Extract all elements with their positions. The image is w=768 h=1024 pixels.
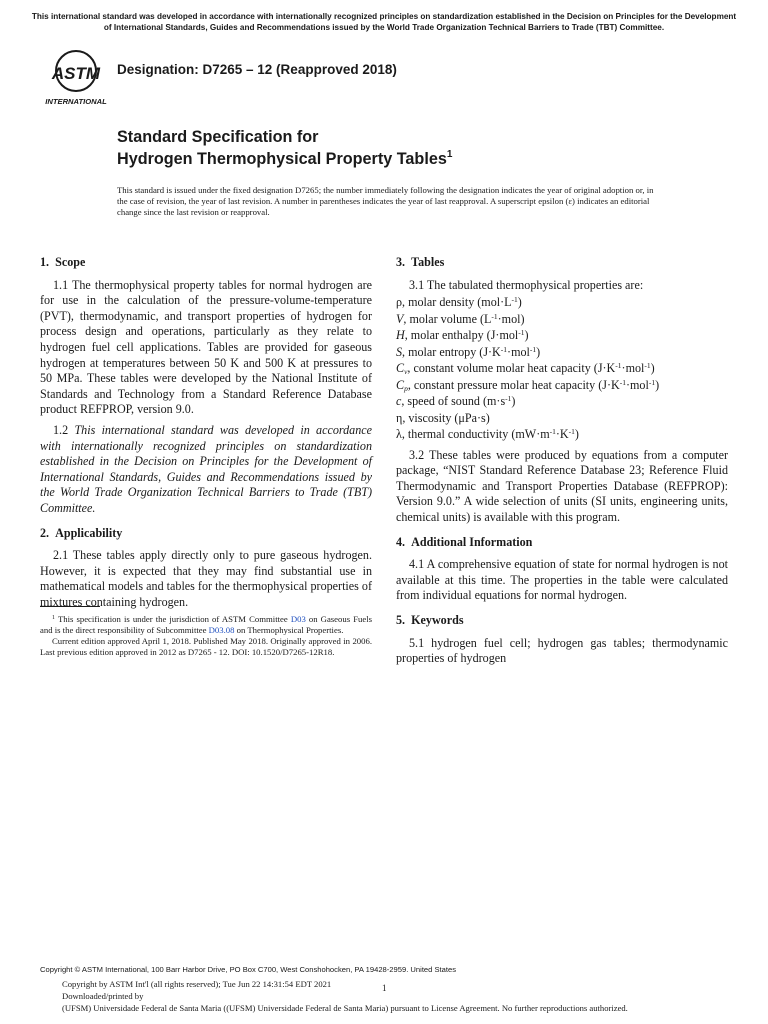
footnote-text-b: on Gaseous Fuels and is the direct responsibility of Subcommittee <box>40 614 373 635</box>
title-line-2 <box>117 148 452 170</box>
applicability-heading: 2. Applicability <box>40 525 123 540</box>
tables-para-3-1: 3.1 The tabulated thermophysical properties are: <box>409 277 644 292</box>
title-line-2-text: Hydrogen Thermophysical Property Tables <box>117 150 447 168</box>
right-column <box>396 255 728 672</box>
additional-info-para-4-1: 4.1 A comprehensive equation of state for normal hydrogen is not available at this time. The properties in the table were calculated from individual equations for normal hydrogen. <box>396 557 728 603</box>
property-eta: η, viscosity (μPa·s) <box>396 410 490 425</box>
property-s: S, molar entropy $(J\cdot K^{-1}\cdot mol^{-1})$ <box>396 344 541 359</box>
page-number: 1 <box>382 983 387 993</box>
footnote-mark: 1 <box>52 615 55 621</box>
committee-d03-link[interactable]: D03 <box>290 614 306 624</box>
scope-heading: 1. Scope <box>40 255 86 269</box>
footnote <box>40 614 372 658</box>
footnote-text-c: on Thermophysical Properties. <box>236 625 344 635</box>
scope-para-1-2-num: 1.2 <box>53 422 69 437</box>
keywords-para-5-1: 5.1 hydrogen fuel cell; hydrogen gas tables; thermodynamic properties of hydrogen <box>396 635 728 666</box>
footnote-text-a: This specification is under the jurisdiction of ASTM Committee <box>57 614 288 624</box>
license-statement <box>62 978 752 1014</box>
property-c: c, speed of sound $(m\cdot s^{-1})$ <box>396 394 516 409</box>
logo-subtext: INTERNATIONAL <box>45 97 107 106</box>
designation: Designation: D7265 – 12 (Reapproved 2018) <box>117 62 397 77</box>
logo-text: ASTM <box>51 64 101 83</box>
tables-heading: 3. Tables <box>396 255 445 269</box>
property-cp: $C_p$, constant pressure molar heat capacity $(J\cdot K^{-1}\cdot mol^{-1})$ <box>396 377 660 393</box>
astm-logo <box>42 48 110 108</box>
scope-para-1-2 <box>40 423 372 517</box>
scope-para-1-1: 1.1 The thermophysical property tables for normal hydrogen are for use in the calculation of the pressure-volume-temperature (PVT), thermodynamic, and transport properties of hydrogen for process design and operations, particularly as they relate to hydrogen fuel cell applications. Tables are provided for gaseous hydrogen at temperatures between 50 K and 500 K at pressures to 50 MPa. These tables were developed by the National Institute of Standards and Technology from a Standard Reference Database product REFPROP, version 9.0. <box>40 277 372 417</box>
title-footnote-mark: 1 <box>446 149 453 160</box>
applicability-para-2-1: 2.1 These tables apply directly only to pure gaseous hydrogen. However, it is expected that they may find substantial use in mathematical models and tables for the thermophysical properties of mixtures containing hydrogen. <box>40 548 372 609</box>
property-v: V, molar volume $(L^{-1}\cdot mol)$ <box>396 311 525 326</box>
tbt-notice: This international standard was developed in accordance with internationally recognized principles on standardization established in the Decision on Principles for the Development of International Standards, Guides and Recommendations issued by the World Trade Organization Technical Barriers to Trade (TBT) Committee. <box>31 12 737 32</box>
property-h: H, molar enthalpy (J·mol$^{-1}$) <box>396 328 529 343</box>
footnote-jurisdiction <box>40 614 372 636</box>
printed-line-1: Copyright by ASTM Int'l (all rights reserved); Tue Jun 22 14:31:54 EDT 2021 <box>62 979 332 989</box>
additional-info-heading: 4. Additional Information <box>396 534 533 549</box>
document-title <box>117 126 452 170</box>
issued-note: This standard is issued under the fixed designation D7265; the number immediately following the designation indicates the year of original adoption or, in the case of revision, the year of last revision. A number in parentheses indicates the year of last reapproval. A superscript epsilon (ε) indicates an editorial change since the last revision or reapproval. <box>117 185 654 218</box>
left-column <box>40 255 372 615</box>
printed-line-3: (UFSM) Universidade Federal de Santa Maria ((UFSM) Universidade Federal de Santa Maria) pursuant to License Agreement. No further reproductions authorized. <box>62 1003 628 1013</box>
printed-line-2: Downloaded/printed by <box>62 991 144 1001</box>
property-cv: $C_v$, constant volume molar heat capacity $(J\cdot K^{-1}\cdot mol^{-1})$ <box>396 361 655 377</box>
tables-para-3-2: 3.2 These tables were produced by equations from a computer package, “NIST Standard Reference Database 23; Reference Fluid Thermodynamic and Transport Properties Database (REFPROP): Version 9.0.” A wide selection of units (SI units, engineering units, chemical units) is available with this program. <box>396 447 728 525</box>
property-lambda: λ, thermal conductivity $(mW\cdot m^{-1}\cdot K^{-1})$ <box>396 427 579 442</box>
footnote-edition: Current edition approved April 1, 2018. Published May 2018. Originally approved in 2006. Last previous edition approved in 2012 as D7265 - 12. DOI: 10.1520/D7265-12R18. <box>40 636 372 657</box>
property-rho: ρ, molar density $(mol\cdot L^{-1})$ <box>396 295 522 310</box>
scope-para-1-2-text: This international standard was developed in accordance with internationally recognized principles on standardization established in the Decision on Principles for the Development of International Standards, Guides and Recommendations issued by the World Trade Organization Technical Barriers to Trade (TBT) Committee. <box>40 422 373 515</box>
subcommittee-d03-08-link[interactable]: D03.08 <box>208 625 235 635</box>
keywords-heading: 5. Keywords <box>396 613 464 628</box>
copyright-line: Copyright © ASTM International, 100 Barr Harbor Drive, PO Box C700, West Conshohocken, PA 19428-2959. United States <box>40 965 457 974</box>
footnote-divider <box>40 606 100 607</box>
property-list <box>396 294 728 443</box>
title-line-1: Standard Specification for <box>117 128 319 146</box>
